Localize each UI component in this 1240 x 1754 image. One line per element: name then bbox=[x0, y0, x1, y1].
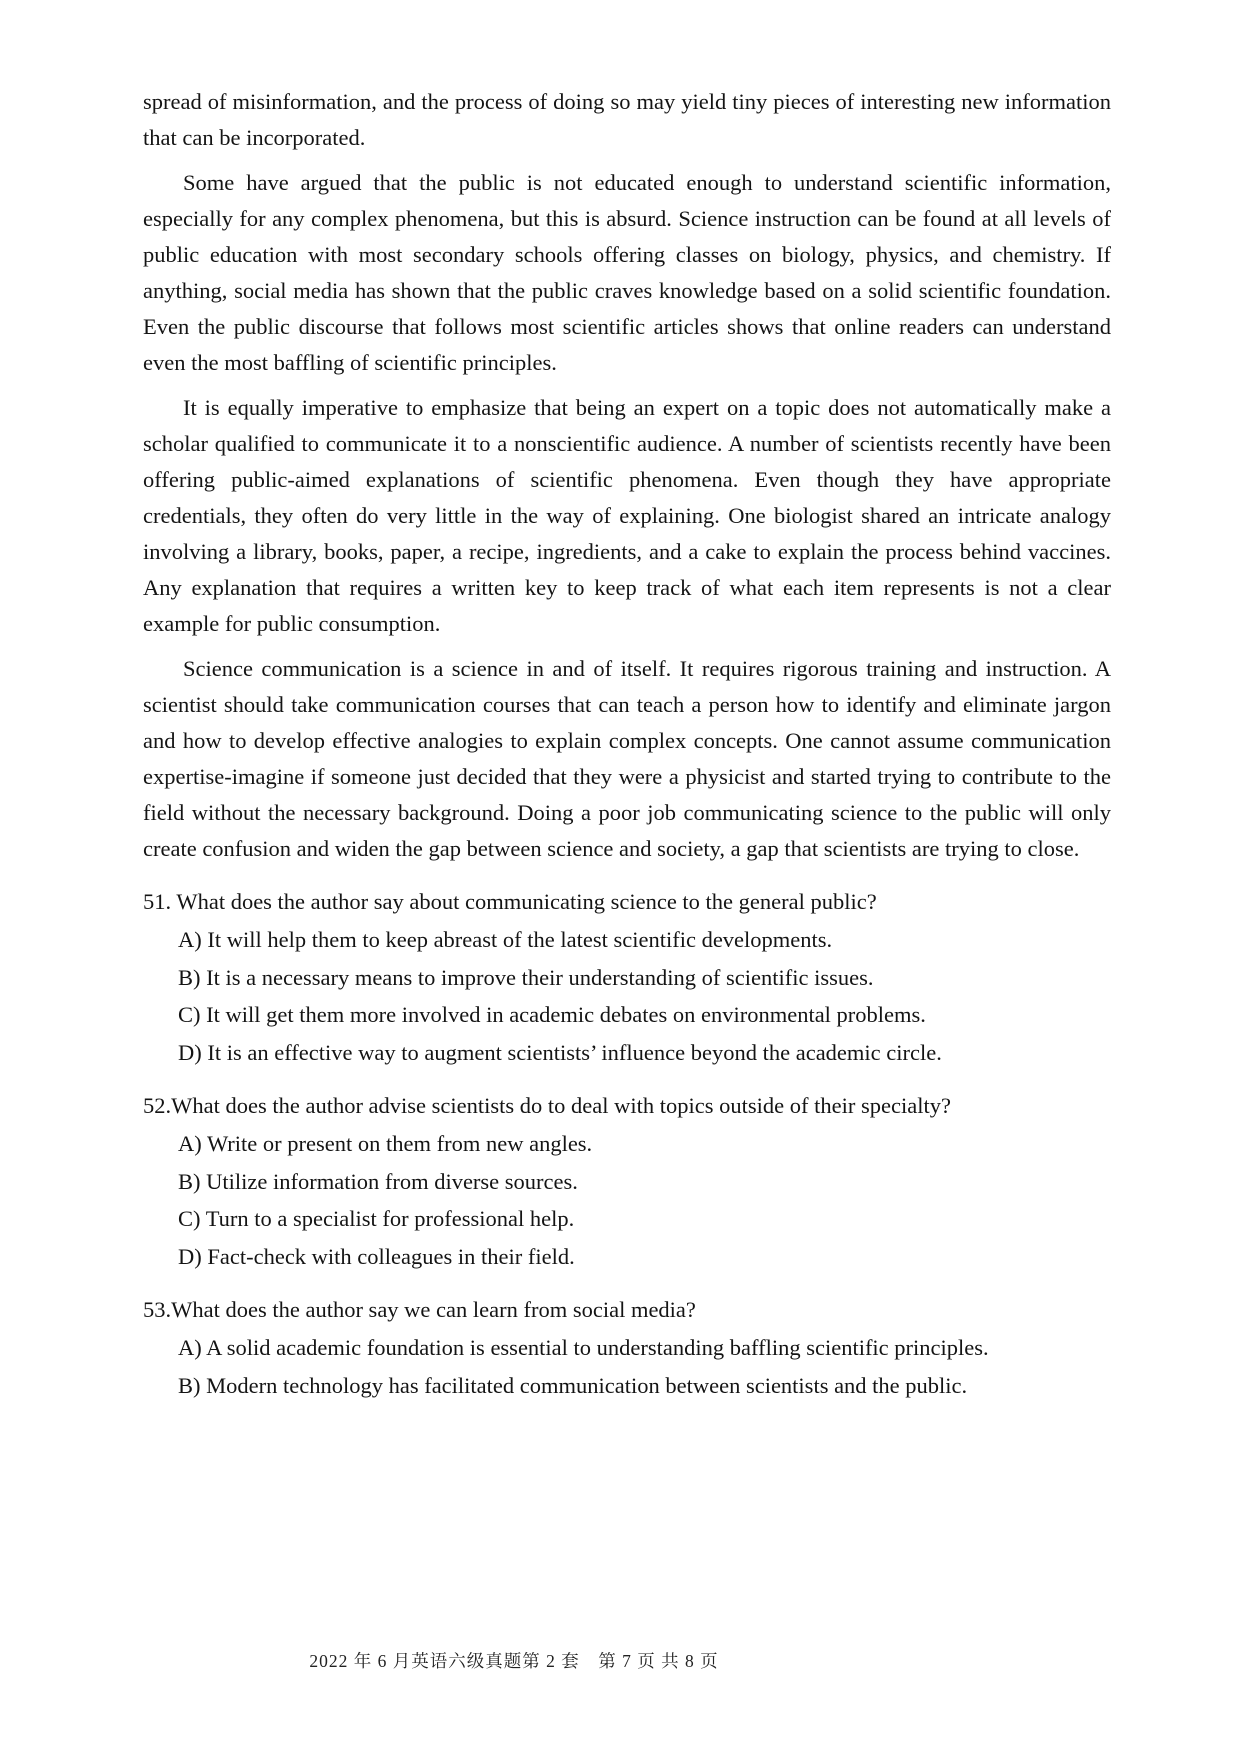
option-item: C) Turn to a specialist for professional help. bbox=[178, 1206, 575, 1231]
question-51 bbox=[143, 883, 1111, 1071]
question-prompt: 52.What does the author advise scientists do to deal with topics outside of their specialty? bbox=[143, 1093, 951, 1118]
page-footer: 2022 年 6 月英语六级真题第 2 套 第 7 页 共 8 页 bbox=[309, 1651, 719, 1671]
option-item: D) Fact-check with colleagues in their field. bbox=[178, 1243, 575, 1269]
passage-paragraph: It is equally imperative to emphasize that being an expert on a topic does not automatically make a scholar qualified to communicate it to a nonscientific audience. A number of scientists recently have been offering public-aimed explanations of scientific phenomena. Even though they have appropriate credentials, they often do very little in the way of explaining. One biologist shared an intricate analogy involving a library, books, paper, a recipe, ingredients, and a cake to explain the process behind vaccines. Any explanation that requires a written key to keep track of what each item represents is not a clear example for public consumption. bbox=[143, 395, 1111, 636]
option-item: B) Utilize information from diverse sources. bbox=[178, 1168, 578, 1194]
option-item: A) A solid academic foundation is essential to understanding baffling scientific principles. bbox=[178, 1335, 989, 1360]
passage-paragraph: Science communication is a science in and of itself. It requires rigorous training and instruction. A scientist should take communication courses that can teach a person how to identify and eliminate jargon and how to develop effective analogies to explain complex concepts. One cannot assume communication expertise-imagine if someone just decided that they were a physicist and started trying to contribute to the field without the necessary background. Doing a poor job communicating science to the public will only create confusion and widen the gap between science and society, a gap that scientists are trying to close. bbox=[143, 656, 1111, 861]
question-52 bbox=[143, 1087, 1111, 1275]
option-item: D) It is an effective way to augment scientists’ influence beyond the academic circle. bbox=[178, 1039, 942, 1065]
page-content bbox=[143, 84, 1111, 1404]
passage-paragraph: spread of misinformation, and the process of doing so may yield tiny pieces of interesting new information that can be incorporated. bbox=[143, 89, 1111, 150]
question-prompt: 53.What does the author say we can learn from social media? bbox=[143, 1297, 696, 1322]
option-item: A) It will help them to keep abreast of the latest scientific developments. bbox=[178, 927, 833, 952]
option-item: B) Modern technology has facilitated communication between scientists and the public. bbox=[178, 1372, 968, 1398]
question-prompt: 51. What does the author say about communicating science to the general public? bbox=[143, 889, 877, 914]
option-item: C) It will get them more involved in academic debates on environmental problems. bbox=[178, 1002, 926, 1027]
question-options bbox=[143, 1329, 1111, 1404]
option-item: A) Write or present on them from new angles. bbox=[178, 1131, 593, 1156]
passage-paragraph: Some have argued that the public is not educated enough to understand scientific information, especially for any complex phenomena, but this is absurd. Science instruction can be found at all levels of public education with most secondary schools offering classes on biology, physics, and chemistry. If anything, social media has shown that the public craves knowledge based on a solid scientific foundation. Even the public discourse that follows most scientific articles shows that online readers can understand even the most baffling of scientific principles. bbox=[143, 170, 1111, 375]
question-53 bbox=[143, 1291, 1111, 1404]
question-options bbox=[143, 1125, 1111, 1275]
question-options bbox=[143, 921, 1111, 1071]
option-item: B) It is a necessary means to improve their understanding of scientific issues. bbox=[178, 964, 874, 990]
